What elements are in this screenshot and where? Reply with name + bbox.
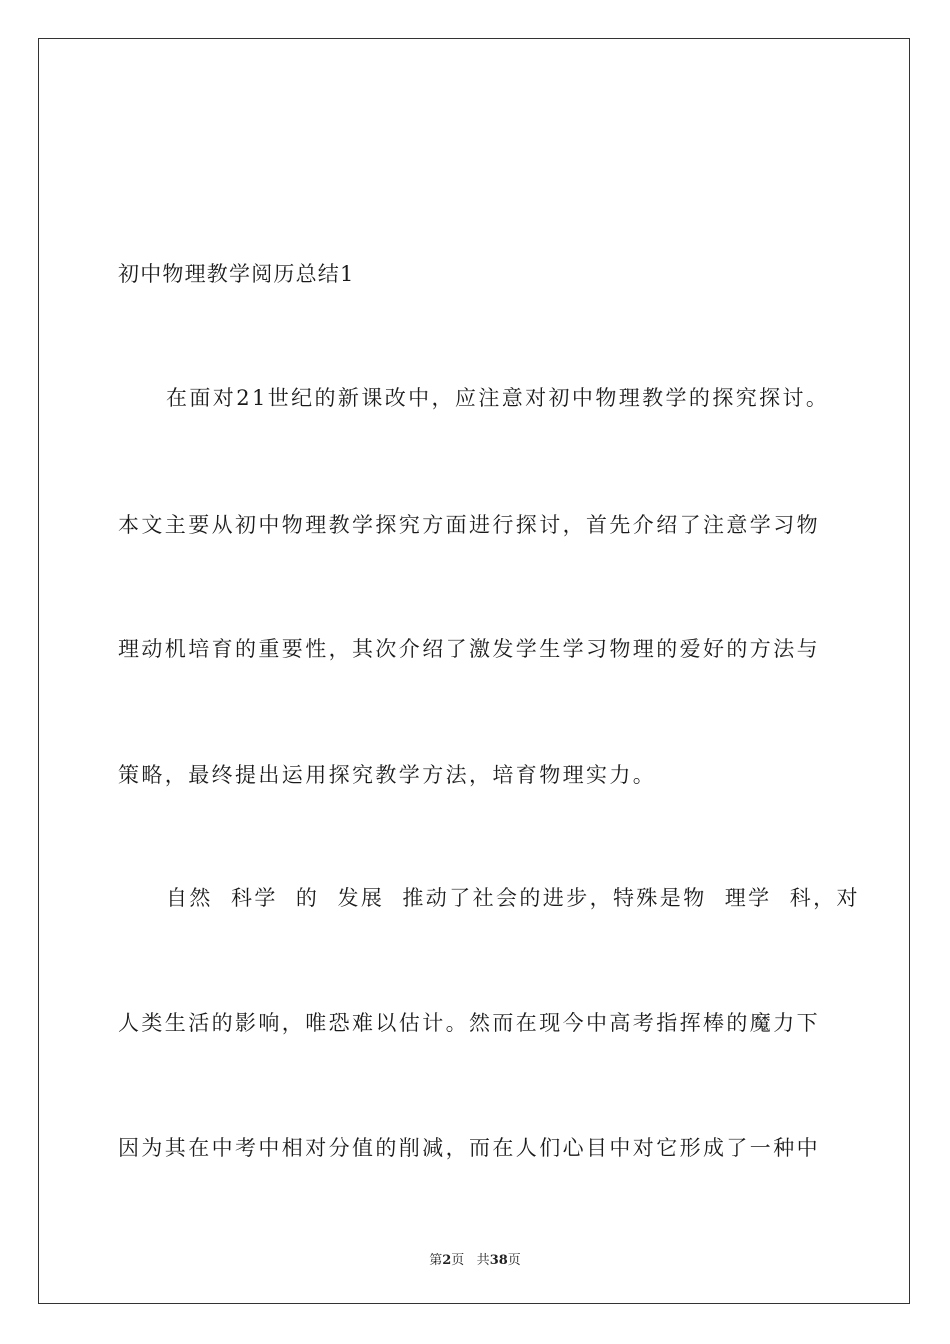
paragraph-1-line-2: 本文主要从初中物理教学探究方面进行探讨，首先介绍了注意学习物: [118, 513, 820, 537]
total-prefix: 共: [476, 1253, 490, 1268]
paragraph-2-line-1: 自然 科学 的 发展 推动了社会的进步，特殊是物 理学 科，对: [166, 886, 860, 910]
paragraph-1-line-4: 策略，最终提出运用探究教学方法，培育物理实力。: [118, 763, 657, 787]
page-footer: [0, 1249, 950, 1268]
document-title: 初中物理教学阅历总结1: [118, 262, 355, 286]
page-prefix: 第: [429, 1253, 443, 1268]
page-suffix: 页: [451, 1253, 465, 1268]
total-suffix: 页: [507, 1253, 521, 1268]
page-number: 2: [442, 1253, 452, 1268]
paragraph-2-line-3: 因为其在中考中相对分值的削减，而在人们心目中对它形成了一种中: [118, 1136, 820, 1160]
page-border: [38, 38, 910, 1304]
paragraph-2-line-2: 人类生活的影响，唯恐难以估计。然而在现今中高考指挥棒的魔力下: [118, 1011, 820, 1035]
total-pages: 38: [489, 1253, 508, 1268]
paragraph-1-line-3: 理动机培育的重要性，其次介绍了激发学生学习物理的爱好的方法与: [118, 637, 820, 661]
paragraph-1-line-1: 在面对21世纪的新课改中，应注意对初中物理教学的探究探讨。: [166, 386, 830, 410]
